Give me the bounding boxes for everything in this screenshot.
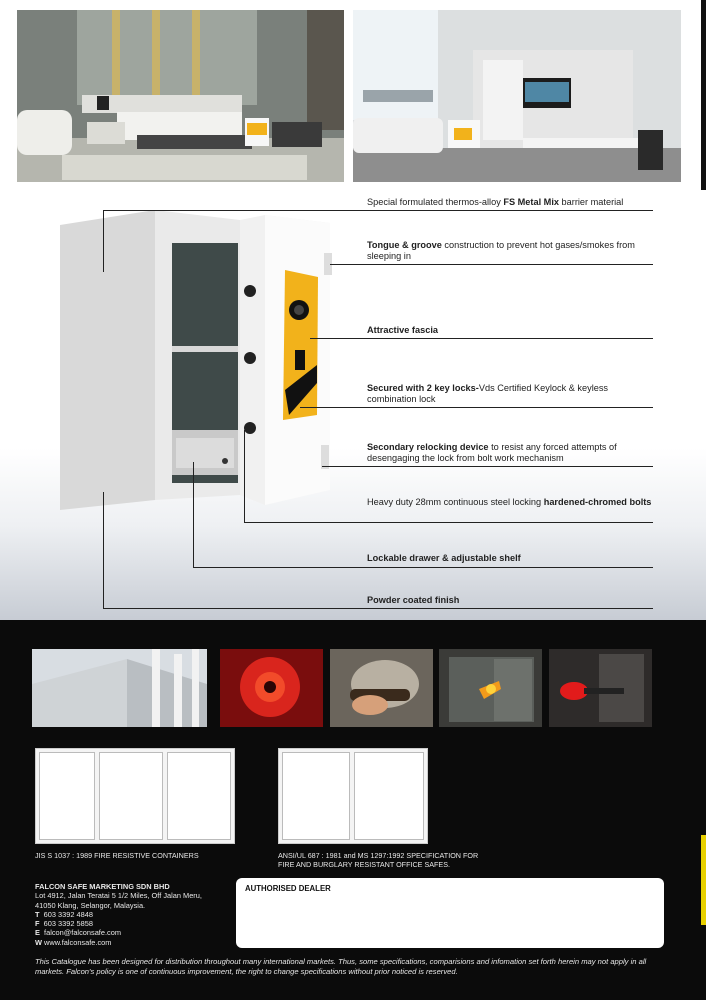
extinguisher-scene xyxy=(549,649,652,727)
ansi-certificates xyxy=(278,748,428,844)
company-email[interactable]: E falcon@falconsafe.com xyxy=(35,928,121,938)
page-edge-dark xyxy=(701,0,706,210)
spec-text-drawer: Lockable drawer & adjustable shelf xyxy=(367,553,521,563)
spec-line-1 xyxy=(103,210,653,211)
company-tel: T 603 3392 4848 xyxy=(35,909,93,919)
company-fax: F 603 3392 5858 xyxy=(35,919,93,929)
spec-text-barrier: Special formulated thermos-alloy FS Metal Mix barrier material xyxy=(367,197,624,207)
fire-test-scene xyxy=(220,649,323,727)
living-room-photo xyxy=(353,10,681,182)
certificate-page xyxy=(354,752,424,840)
spec-line-3 xyxy=(310,338,653,339)
ansi-caption-line-1: ANSI/UL 687 : 1981 and MS 1297:1992 SPECIFICATION FOR xyxy=(278,851,479,860)
spec-text-relocking: Secondary relocking device to resist any forced attempts of desengaging the lock from bolt work mechanism xyxy=(367,442,617,463)
living-room-scene xyxy=(353,10,681,182)
edge-accent xyxy=(701,835,706,925)
company-name: FALCON SAFE MARKETING SDN BHD xyxy=(35,882,170,891)
spec-vline-7 xyxy=(193,462,194,567)
certificate-page xyxy=(39,752,95,840)
spec-text-key-locks: Secured with 2 key locks-Vds Certified Keylock & keyless combination lock xyxy=(367,383,609,404)
spec-line-5 xyxy=(322,466,653,467)
company-address-1: Lot 4912, Jalan Teratai 5 1/2 Miles, Off Jalan Meru, xyxy=(35,891,202,901)
spec-line-6 xyxy=(244,522,653,523)
spec-vline-6 xyxy=(244,430,245,522)
spec-line-7 xyxy=(193,567,653,568)
disclaimer-text: This Catalogue has been designed for distribution throughout many international markets. Thus, some specifications, comparisions and infomation set forth herein may not apply in all markets. Falcon's policy is one of continuous improvement, the right to change specifications without prior noticed is reserved. xyxy=(35,957,647,976)
company-address-2: 41050 Klang, Selangor, Malaysia. xyxy=(35,900,146,910)
torch-test-photo xyxy=(439,649,542,727)
certificate-page xyxy=(167,752,231,840)
spec-text-tongue-groove: Tongue & groove construction to prevent hot gases/smokes from sleeping in xyxy=(367,240,635,261)
authorised-dealer-label: AUTHORISED DEALER xyxy=(245,884,331,893)
factory-photo xyxy=(32,649,207,727)
drill-test-scene xyxy=(330,649,433,727)
certificate-page xyxy=(99,752,163,840)
page-edge xyxy=(681,0,706,210)
fire-test-photo xyxy=(220,649,323,727)
spec-line-8 xyxy=(103,608,653,609)
company-website[interactable]: W www.falconsafe.com xyxy=(35,937,112,947)
spec-vline-8 xyxy=(103,492,104,608)
jis-certificates xyxy=(35,748,235,844)
spec-line-2 xyxy=(330,264,653,265)
spec-text-fascia: Attractive fascia xyxy=(367,325,438,335)
authorised-dealer-box xyxy=(236,878,664,948)
ansi-caption-line-2: FIRE AND BURGLARY RESISTANT OFFICE SAFES. xyxy=(278,860,451,869)
company-info xyxy=(35,882,202,947)
spec-line-4 xyxy=(300,407,653,408)
bedroom-scene xyxy=(17,10,344,182)
factory-scene xyxy=(32,649,207,727)
spec-text-bolts: Heavy duty 28mm continuous steel locking hardened-chromed bolts xyxy=(367,497,652,507)
jis-caption: JIS S 1037 : 1989 FIRE RESISTIVE CONTAINERS xyxy=(35,851,199,860)
spec-vline-1 xyxy=(103,210,104,272)
bedroom-photo xyxy=(17,10,344,182)
extinguisher-photo xyxy=(549,649,652,727)
safe-illustration xyxy=(55,205,345,525)
torch-test-scene xyxy=(439,649,542,727)
certificate-page xyxy=(282,752,350,840)
drill-test-photo xyxy=(330,649,433,727)
spec-text-powder-coat: Powder coated finish xyxy=(367,595,460,605)
